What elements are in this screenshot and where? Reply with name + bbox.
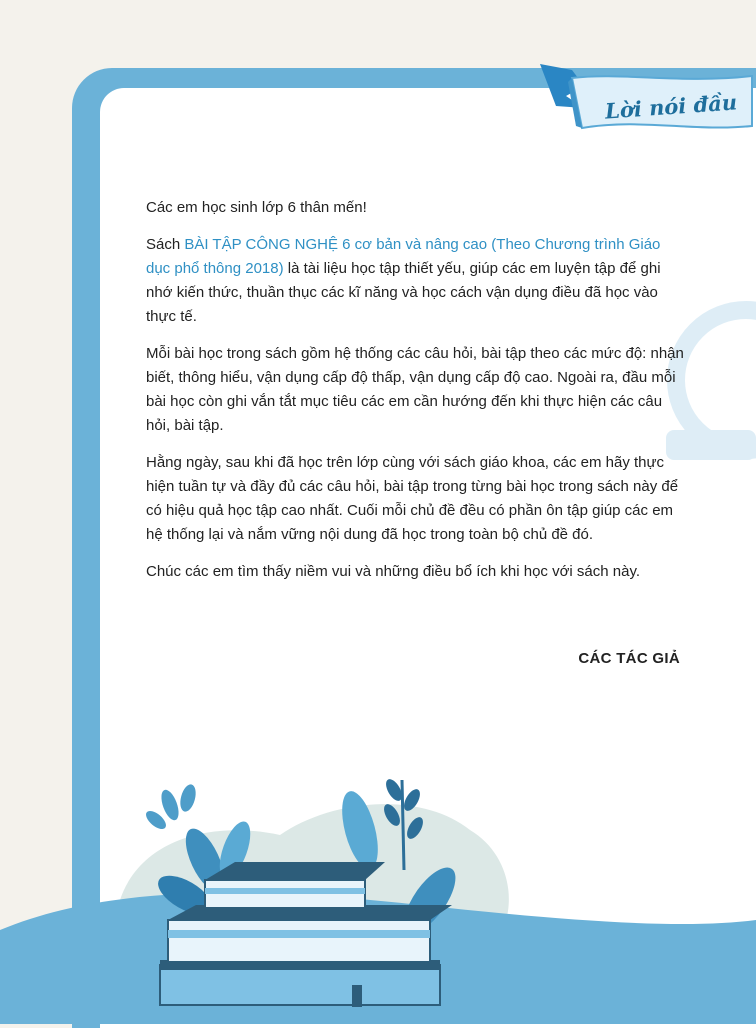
greeting: Các em học sinh lớp 6 thân mến! — [146, 199, 367, 216]
p1-after: là tài liệu học tập thiết yếu, giúp các em luyện tập để ghi nhớ kiến thức, thuần thục các kĩ năng và học cách vận dụng điều đã học vào thực tế. — [146, 260, 661, 325]
book-title-highlight: BÀI TẬP CÔNG NGHỆ 6 cơ bản và nâng cao (Theo Chương trình Giáo dục phổ thông 2018) — [146, 236, 661, 277]
paragraph-3: Hằng ngày, sau khi đã học trên lớp cùng với sách giáo khoa, các em hãy thực hiện tuần tự và đầy đủ các câu hỏi, bài tập trong từng bài học trong sách này để có hiệu quả học tập cao nhất. Cuối mỗi chủ đề đều có phần ôn tập giúp các em hệ thống lại và nắm vững nội dung đã học trong toàn bộ chủ đề đó. — [146, 454, 679, 543]
ribbon-title: Lời nói đầu — [604, 88, 738, 124]
paragraph-1 — [146, 233, 686, 329]
preface-text — [146, 196, 686, 597]
paragraph-2: Mỗi bài học trong sách gồm hệ thống các câu hỏi, bài tập theo các mức độ: nhận biết, thông hiểu, vận dụng cấp độ thấp, vận dụng cấp độ cao. Ngoài ra, đầu mỗi bài học còn ghi vắn tắt mục tiêu các em cần hướng đến khi thực hiện các câu hỏi, bài tập. — [146, 345, 684, 434]
p1-before: Sách — [146, 236, 185, 253]
books-illustration — [0, 740, 756, 1024]
paragraph-4: Chúc các em tìm thấy niềm vui và những điều bổ ích khi học với sách này. — [146, 563, 641, 580]
signature: CÁC TÁC GIẢ — [578, 650, 680, 667]
